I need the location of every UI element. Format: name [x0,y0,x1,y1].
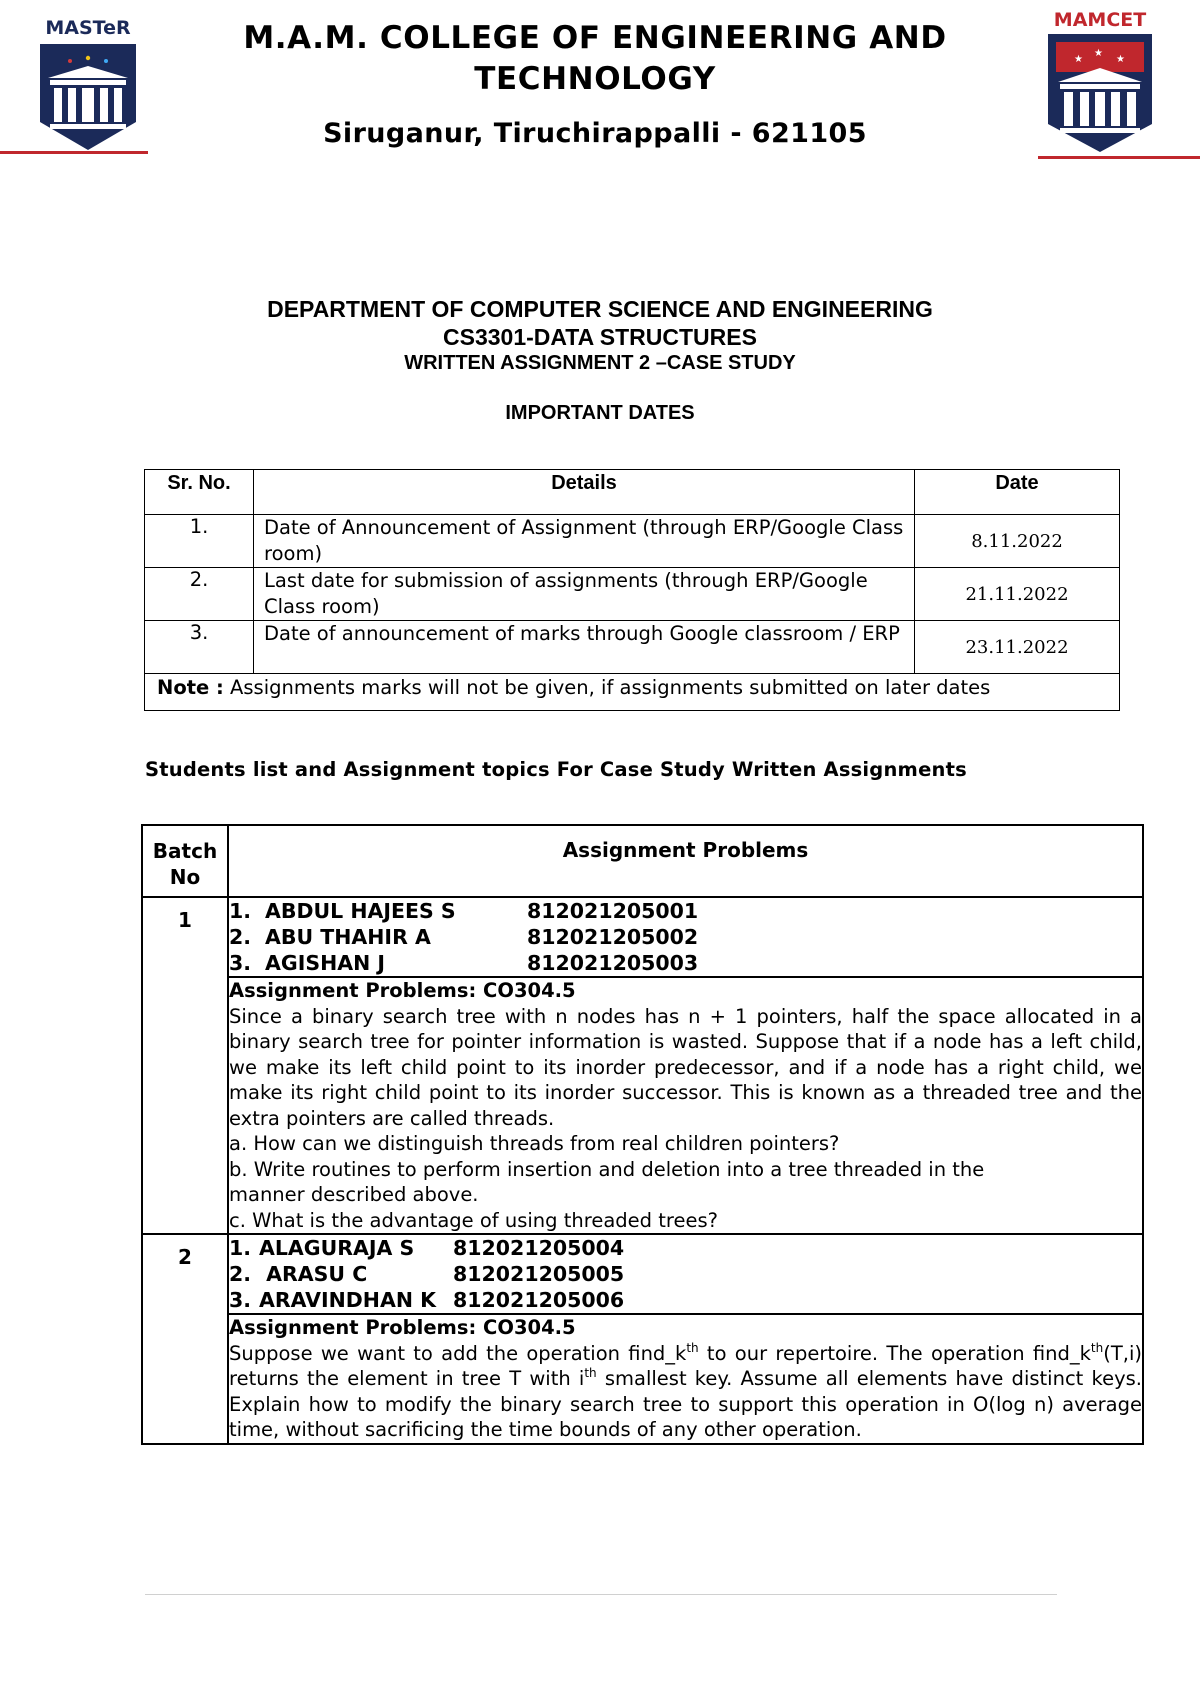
header-batch-line1: Batch [152,839,218,863]
student-name: ARASU C [259,1262,368,1286]
note-row [145,674,1120,711]
student-row [229,1261,1142,1287]
header-batch-line2: No [169,865,201,889]
department-heading: DEPARTMENT OF COMPUTER SCIENCE AND ENGINEERING [267,296,933,322]
note-cell [145,674,1120,711]
batch-1-problem-row [142,977,1143,1234]
table-row [145,621,1120,674]
superscript-th: th [686,1340,699,1355]
svg-text:★: ★ [1074,54,1083,65]
batch-1-students-row [142,897,1143,977]
student-row [229,924,1142,950]
student-reg-no: 812021205003 [527,951,699,975]
student-row [229,898,1142,924]
student-reg-no: 812021205004 [453,1236,625,1260]
college-address: Siruganur, Tiruchirappalli - 621105 [323,118,867,149]
superscript-th: th [584,1366,597,1380]
header-date: Date [915,470,1120,515]
svg-text:★: ★ [1094,48,1103,59]
header-assignment-problems: Assignment Problems [228,825,1143,897]
student-reg-no: 812021205002 [527,925,699,949]
table-row [145,568,1120,621]
batch-cell-continued [142,1314,228,1444]
student-row [229,1235,1142,1261]
assignment-table-header [142,825,1143,897]
header-red-rule-left [0,151,148,154]
svg-text:★: ★ [1116,54,1125,65]
note-label: Note : [157,676,224,699]
date-cell: 21.11.2022 [915,568,1120,621]
header-details: Details [254,470,915,515]
important-dates-heading: IMPORTANT DATES [505,402,695,424]
student-index: 1. [229,1236,252,1260]
problem-text-4: smallest key. Assume all elements have distinct keys. Explain how to modify the binary search tree to support this operation in O(log n) average time, without sacrificing the time bounds of any other operation. [229,1367,1143,1441]
student-row [229,1287,1142,1313]
problem-part-a: a. How can we distinguish threads from real children pointers? [229,1132,840,1155]
student-index: 3. [229,1288,252,1312]
problem-paragraph [229,1341,1142,1443]
sr-cell: 2. [145,568,254,621]
student-name: ARAVINDHAN K [259,1288,436,1312]
superscript-th: th [1090,1340,1104,1355]
problem-part-b: b. Write routines to perform insertion and deletion into a tree threaded in the [229,1157,985,1181]
details-cell: Last date for submission of assignments (through ERP/Google Class room) [254,568,915,621]
problem-text-3: (T,i) returns the element in tree T with i [229,1341,1142,1390]
date-cell: 23.11.2022 [915,621,1120,674]
course-heading: CS3301-DATA STRUCTURES [443,324,757,350]
student-list [228,897,1143,977]
college-name-line1: M.A.M. COLLEGE OF ENGINEERING AND [243,20,947,56]
header-batch-no [142,825,228,897]
date-cell: 8.11.2022 [915,515,1120,568]
batch-number: 2 [142,1234,228,1314]
important-dates-table [144,469,1120,711]
assignment-table [141,824,1144,1445]
problem-text-2: to our repertoire. The operation find_k [698,1341,1091,1365]
master-logo-text: MASTeR [45,17,131,39]
student-index: 2. [229,925,252,949]
batch-cell-continued [142,977,228,1234]
students-list-heading: Students list and Assignment topics For Case Study Written Assignments [145,758,967,781]
student-index: 1. [229,899,252,923]
problem-description [228,977,1143,1234]
sr-cell: 1. [145,515,254,568]
student-reg-no: 812021205005 [453,1262,625,1286]
note-text: Assignments marks will not be given, if assignments submitted on later dates [223,676,991,699]
student-row [229,950,1142,976]
header-sr-no: Sr. No. [145,470,254,515]
student-reg-no: 812021205001 [527,899,699,923]
batch-2-students-row [142,1234,1143,1314]
details-cell: Date of Announcement of Assignment (through ERP/Google Class room) [254,515,915,568]
master-logo [30,14,146,154]
mamcet-logo [1036,6,1166,158]
problem-title: Assignment Problems: CO304.5 [229,1316,576,1339]
problem-text-1: Suppose we want to add the operation find_k [229,1341,687,1365]
assignment-heading: WRITTEN ASSIGNMENT 2 –CASE STUDY [404,352,796,374]
student-name: AGISHAN J [265,951,386,975]
dates-table-header [145,470,1120,515]
problem-description [228,1314,1143,1444]
student-name: ALAGURAJA S [259,1236,415,1260]
problem-part-c: c. What is the advantage of using threaded trees? [229,1208,718,1232]
college-name-line2: TECHNOLOGY [474,61,716,97]
details-cell: Date of announcement of marks through Google classroom / ERP [254,621,915,674]
student-index: 2. [229,1262,252,1286]
problem-paragraph: Since a binary search tree with n nodes has n + 1 pointers, half the space allocated in a binary search tree for pointer information is wasted. Suppose that if a node has a left child, we make its left child point to its inorder predecessor, and if a node has a right child, we make its right child point to its inorder successor. This is known as a threaded tree and the extra pointers are called threads. [229,1004,1142,1130]
student-name: ABU THAHIR A [265,925,431,949]
mamcet-logo-text: MAMCET [1053,9,1147,31]
student-list [228,1234,1143,1314]
batch-2-problem-row [142,1314,1143,1444]
header-red-rule-right [1038,156,1200,159]
table-row [145,515,1120,568]
student-name: ABDUL HAJEES S [265,899,456,923]
batch-number: 1 [142,897,228,977]
footer-divider [145,1594,1057,1595]
student-index: 3. [229,951,252,975]
problem-part-b-cont: manner described above. [229,1183,479,1206]
sr-cell: 3. [145,621,254,674]
student-reg-no: 812021205006 [453,1288,625,1312]
problem-title: Assignment Problems: CO304.5 [229,979,576,1002]
college-name [200,18,990,100]
